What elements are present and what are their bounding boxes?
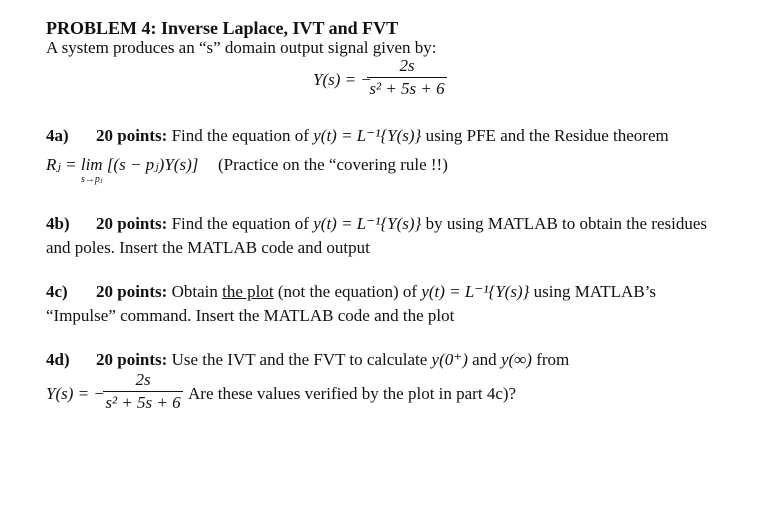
yinf-4d: y(∞) [500,350,532,369]
text2-4a: using PFE and the Residue theorem [425,126,669,145]
limit-subscript: s→pⱼ [81,174,103,185]
text2-4c: (not the equation) of [277,282,418,301]
eq-4c: y(t) = L⁻¹{Y(s)} [421,282,530,301]
label-4b: 4b) [46,214,70,233]
points-4b: 20 points: [96,214,168,233]
ys-lhs-4d: Y(s) = − [46,384,105,403]
question-4d: Are these values verified by the plot in part 4c)? [188,384,517,403]
points-4a: 20 points: [96,126,168,145]
label-4d: 4d) [46,350,70,369]
line-4d [96,350,569,370]
label-4a: 4a) [46,126,69,145]
intro-text: A system produces an “s” domain output signal given by: [46,38,437,57]
text1-4b: Find the equation of [171,214,309,233]
eq-4b: y(t) = L⁻¹{Y(s)} [313,214,422,233]
ys-denominator-4d: s² + 5s + 6 [105,393,181,412]
ys-fraction-4d [103,370,183,413]
ys-fraction [367,56,447,99]
eq-4a: y(t) = L⁻¹{Y(s)} [313,126,422,145]
line2-4b: and poles. Insert the MATLAB code and output [46,238,370,257]
ys-numerator: 2s [399,56,415,75]
ys-denominator: s² + 5s + 6 [369,79,445,98]
ys-lhs: Y(s) = − [313,70,372,89]
line-4c [96,282,656,302]
text2-4b: by using MATLAB to obtain the residues [425,214,707,233]
line-4b [96,214,707,234]
text1-4d: Use the IVT and the FVT to calculate [171,350,428,369]
line2-4c: “Impulse” command. Insert the MATLAB code and the plot [46,306,455,325]
note-4a: (Practice on the “covering rule !!) [218,155,448,174]
ys-numerator-4d: 2s [135,370,151,389]
text1-4a: Find the equation of [171,126,309,145]
text1-4c: Obtain [171,282,218,301]
line-4a [96,126,669,146]
underlined-4c: the plot [222,282,274,301]
points-4c: 20 points: [96,282,168,301]
label-4c: 4c) [46,282,68,301]
text3-4c: using MATLAB’s [533,282,656,301]
y0-4d: y(0⁺) [431,350,468,369]
and-4d: and [472,350,497,369]
fraction-bar [367,77,447,78]
problem-title: PROBLEM 4: Inverse Laplace, IVT and FVT [46,18,399,38]
residue-formula: Rⱼ = lim [(s − pⱼ)Y(s)] [46,155,199,174]
points-4d: 20 points: [96,350,168,369]
from-4d: from [536,350,570,369]
fraction-bar-4d [103,391,183,392]
